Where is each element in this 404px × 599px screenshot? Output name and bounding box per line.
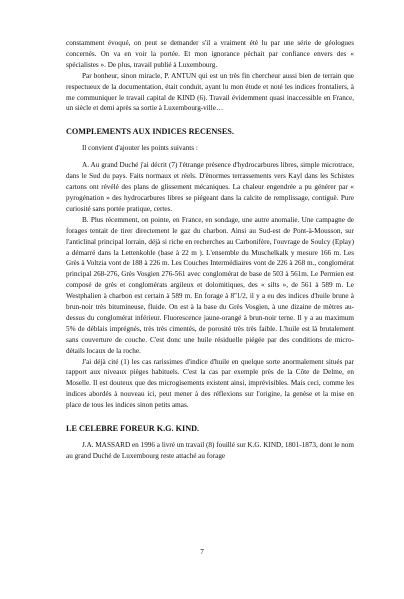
section-heading-complements: COMPLEMENTS AUX INDICES RECENSES.	[66, 127, 234, 137]
paragraph-a: A. Au grand Duché j'ai décrit (7) l'étrange présence d'hydrocarbures libres, simple microtrace, dans le Sud du pays. Faits normaux et réels. D'énormes terrassements vers Kayl dans les Schistes cartons ont révélé des plans de glissement mécaniques. La chaleur engendrée a pu générer par « pyrogénation » des hydrocarbures libres se piégeant dans la calcite de remplissage, contiguë. Pure curiosité sans portée pratique, certes.	[66, 161, 354, 213]
paragraph-massard: J.A. MASSARD en 1996 a livré un travail (8) fouillé sur K.G. KIND, 1801-1873, dont le nom au grand Duché de Luxembourg reste attaché au forage	[66, 441, 354, 460]
section-heading-kind: LE CELEBRE FOREUR K.G. KIND.	[66, 424, 200, 434]
paragraph-delme: J'ai déjà cité (1) les cas rarissimes d'indice d'huile en quelque sorte anormalement situés par rapport aux niveaux pièges habituels. C'est la cas par exemple près de la Côte de Delme, en Moselle. Il est douteux que des microgisements existent ainsi, imprévisibles. Mais ceci, comme les indices abordés à nouveau ici, peut mener à des réflexions sur l'origine, la genèse et la mise en place de tous les indices sinon petits amas.	[66, 357, 354, 410]
paragraph-b: B. Plus récemment, on pointe, en France, en sondage, une autre anomalie. Une campagne de forages tentait de tirer directement le gaz du charbon. Ainsi au Sud-est de Pont-à-Mousson, sur l'anticlinal principal lorrain, déjà si riche en recherches au Carbonifère, l'ouvrage de Soulcy (Eplay) a démarré dans la Lettenkohle (base à 22 m ). L'ensemble du Muschelkalk y mesure 166 m. Les Grès à Voltzia vont de 188 à 226 m. Les Couches Intermédiaires vont de 226 à 268 m., conglomérat principal 268-276, Grès Vosgien 276-561 avec conglomérat de base de 503 à 561m. Le Permien est composé de grès et conglomérats argileux et dolomitiques, des « silts », de 561 à 589 m. Le Westphalien à charbon est certain à 589 m. En forage à 8''1/2, il y a eu des indices d'huile brune à brun-noir très bitumineuse, fluide. On est à la base du Grès Vosgien, à une dizaine de mètres au-dessus du conglomérat inférieur. Fluorescence jaune-orangé à brun-noir terne. Il y a au maximum 5% de déblais imprégnés, très très cimentés, de porosité très très faible. L'huile est là brutalement sans couverture de couche. C'est donc une huile résiduelle piégée par des conditions de micro-détails locaux de la roche.	[66, 215, 354, 355]
paragraph-points: Il convient d'ajouter les points suivants :	[82, 144, 198, 153]
paragraph-intro: constamment évoqué, on peut se demander s'il a vraiment été lu par une série de géologues concernés. On va en voir la portée. Et mon ignorance péchait par confiance envers des « spécialistes ». De plus, travail publié à Luxembourg.	[66, 39, 354, 69]
page-number: 7	[200, 548, 204, 556]
paragraph-antun: Par bonheur, sinon miracle, P. ANTUN qui est un très fin chercheur aussi bien de terrain que respectueux de la documentation, était conduit, ayant lu mon étude et noté les indices frontaliers, à me communiquer le travail capital de KIND (6). Travail évidemment quasi inaccessible en France, un siècle et demi après sa sortie à Luxembourg-ville…	[66, 71, 354, 113]
